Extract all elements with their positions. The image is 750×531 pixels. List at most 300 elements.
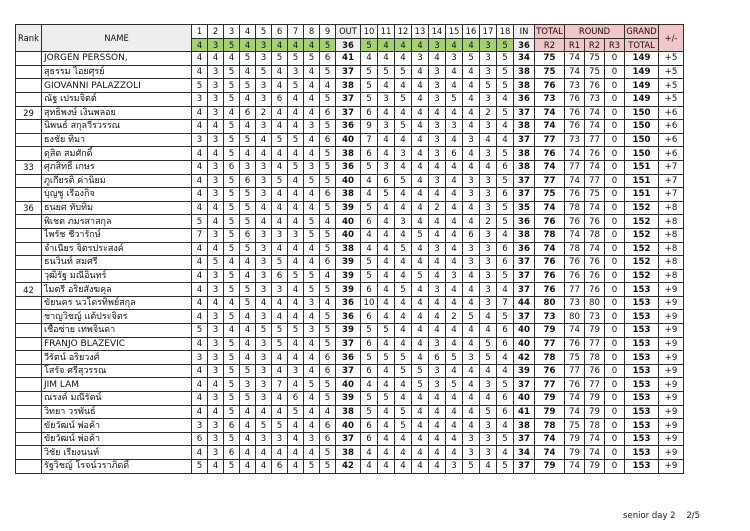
round-3-score: 0	[605, 52, 625, 66]
hole-score: 4	[256, 460, 272, 474]
hole-score: 4	[378, 419, 395, 433]
hole-score: 4	[497, 133, 514, 147]
in-score: 37	[514, 188, 535, 202]
hole-score: 6	[361, 419, 378, 433]
round-2-score: 74	[585, 120, 605, 134]
hole-score: 6	[272, 460, 288, 474]
hole-score: 4	[378, 147, 395, 161]
round-total: 74	[535, 446, 565, 460]
hole-score: 4	[378, 201, 395, 215]
hole-score: 5	[288, 160, 304, 174]
table-row	[16, 296, 684, 310]
player-name: ธนยศ ทับทิม	[42, 201, 192, 215]
hole-score: 6	[272, 269, 288, 283]
round-1-score: 80	[565, 310, 585, 324]
hole-score: 4	[395, 79, 412, 93]
hole-score: 4	[272, 147, 288, 161]
round-1-score: 79	[565, 446, 585, 460]
hole-score: 4	[240, 92, 256, 106]
hole-score: 4	[395, 310, 412, 324]
hole-score: 4	[395, 201, 412, 215]
grand-total: 153	[625, 364, 659, 378]
round-total: 76	[535, 215, 565, 229]
hole-score: 5	[224, 351, 240, 365]
round-1-score: 78	[565, 201, 585, 215]
over-under-par: +9	[659, 296, 684, 310]
table-row	[16, 460, 684, 474]
hole-score: 4	[361, 228, 378, 242]
hole-score: 5	[497, 52, 514, 66]
hole-score: 4	[208, 296, 224, 310]
hole-score: 4	[240, 460, 256, 474]
round-3-score: 0	[605, 106, 625, 120]
round-2-score: 79	[585, 392, 605, 406]
round-total: 75	[535, 65, 565, 79]
rank-cell	[16, 460, 42, 474]
hole-score: 3	[395, 147, 412, 161]
hole-number-header: 9	[320, 25, 336, 39]
hole-score: 4	[361, 460, 378, 474]
hole-score: 5	[272, 133, 288, 147]
hole-score: 3	[256, 269, 272, 283]
player-name: ไมตรี อริยสังฆคุล	[42, 283, 192, 297]
hole-score: 3	[480, 188, 497, 202]
hole-score: 3	[480, 201, 497, 215]
round-3-score: 0	[605, 378, 625, 392]
round-2-score: 80	[585, 296, 605, 310]
hole-score: 4	[446, 160, 463, 174]
hole-score: 5	[395, 242, 412, 256]
hole-score: 3	[256, 79, 272, 93]
hole-score: 5	[240, 79, 256, 93]
hole-score: 3	[480, 283, 497, 297]
in-score: 38	[514, 79, 535, 93]
round-total: 77	[535, 337, 565, 351]
round-2-score: 74	[585, 432, 605, 446]
over-under-par: +5	[659, 79, 684, 93]
in-score: 38	[514, 147, 535, 161]
round-total: 79	[535, 392, 565, 406]
round-total: 78	[535, 228, 565, 242]
hole-score: 5	[395, 405, 412, 419]
player-name: เชื้อซ่าย เทพจินดา	[42, 324, 192, 338]
over-under-par: +9	[659, 460, 684, 474]
table-row	[16, 52, 684, 66]
hole-score: 3	[378, 120, 395, 134]
hole-score: 5	[320, 378, 336, 392]
hole-score: 3	[208, 188, 224, 202]
hole-score: 4	[256, 133, 272, 147]
hole-score: 3	[463, 188, 480, 202]
out-score: 37	[336, 337, 361, 351]
round-3-score: 0	[605, 256, 625, 270]
hole-score: 6	[272, 92, 288, 106]
table-row	[16, 79, 684, 93]
hole-score: 5	[320, 65, 336, 79]
rank-cell	[16, 446, 42, 460]
hole-score: 2	[480, 106, 497, 120]
round-2-score: 74	[585, 106, 605, 120]
hole-score: 5	[224, 92, 240, 106]
out-header: OUT	[336, 25, 361, 39]
hole-score: 4	[395, 160, 412, 174]
hole-score: 5	[361, 201, 378, 215]
over-under-par: +9	[659, 337, 684, 351]
over-under-par: +9	[659, 419, 684, 433]
hole-score: 4	[412, 147, 429, 161]
hole-score: 3	[395, 215, 412, 229]
player-name: วุฒิรัฐ มณีอินทร์	[42, 269, 192, 283]
hole-score: 5	[192, 215, 208, 229]
round-3-score: 0	[605, 446, 625, 460]
hole-score: 5	[272, 337, 288, 351]
round-2-score: 73	[585, 310, 605, 324]
in-score: 37	[514, 378, 535, 392]
hole-score: 4	[497, 92, 514, 106]
hole-score: 4	[463, 337, 480, 351]
hole-score: 3	[208, 160, 224, 174]
grand-total: 153	[625, 283, 659, 297]
round-total: 74	[535, 432, 565, 446]
hole-score: 5	[224, 120, 240, 134]
round-2-score: 76	[585, 269, 605, 283]
par-value: 4	[463, 38, 480, 52]
hole-score: 5	[272, 256, 288, 270]
hole-score: 3	[288, 364, 304, 378]
hole-score: 4	[256, 215, 272, 229]
hole-score: 5	[497, 106, 514, 120]
player-name: FRANJO BLAZEVIC	[42, 337, 192, 351]
hole-score: 4	[192, 378, 208, 392]
round-total: 74	[535, 160, 565, 174]
hole-score: 4	[272, 215, 288, 229]
hole-score: 5	[361, 392, 378, 406]
hole-score: 3	[429, 147, 446, 161]
grand-total: 153	[625, 324, 659, 338]
hole-score: 3	[304, 120, 320, 134]
hole-score: 4	[192, 65, 208, 79]
hole-score: 4	[446, 283, 463, 297]
hole-score: 5	[224, 174, 240, 188]
round-total: 75	[535, 52, 565, 66]
hole-score: 5	[497, 174, 514, 188]
rank-cell	[16, 364, 42, 378]
par-value: 5	[497, 38, 514, 52]
hole-score: 5	[497, 65, 514, 79]
hole-score: 3	[208, 310, 224, 324]
hole-score: 4	[480, 324, 497, 338]
hole-score: 5	[240, 133, 256, 147]
round-1-score: 76	[565, 215, 585, 229]
grand-total-subheader: TOTAL	[625, 38, 659, 52]
round-3-score: 0	[605, 337, 625, 351]
player-name: จำเนียร จิตรประสงค์	[42, 242, 192, 256]
hole-score: 5	[361, 65, 378, 79]
hole-score: 4	[192, 296, 208, 310]
hole-score: 5	[320, 242, 336, 256]
rank-cell	[16, 147, 42, 161]
hole-score: 3	[256, 337, 272, 351]
hole-score: 6	[288, 392, 304, 406]
hole-score: 4	[272, 160, 288, 174]
hole-score: 4	[395, 460, 412, 474]
hole-score: 5	[480, 79, 497, 93]
grand-total: 152	[625, 269, 659, 283]
page-footer	[623, 511, 700, 521]
grand-total: 152	[625, 242, 659, 256]
hole-score: 5	[224, 79, 240, 93]
hole-score: 4	[446, 228, 463, 242]
grand-total: 153	[625, 446, 659, 460]
in-score: 38	[514, 419, 535, 433]
player-name: วิชัย เรียงนนท์	[42, 446, 192, 460]
in-score: 37	[514, 174, 535, 188]
hole-score: 4	[288, 283, 304, 297]
hole-number-header: 16	[463, 25, 480, 39]
in-score: 36	[514, 92, 535, 106]
in-score: 37	[514, 432, 535, 446]
round-total: 78	[535, 351, 565, 365]
hole-score: 4	[192, 405, 208, 419]
hole-score: 4	[378, 228, 395, 242]
hole-score: 5	[288, 133, 304, 147]
hole-score: 4	[497, 228, 514, 242]
hole-score: 5	[240, 392, 256, 406]
hole-score: 5	[240, 296, 256, 310]
hole-score: 4	[378, 269, 395, 283]
over-under-par: +9	[659, 310, 684, 324]
hole-score: 4	[429, 296, 446, 310]
hole-score: 5	[497, 432, 514, 446]
hole-score: 3	[480, 378, 497, 392]
hole-score: 4	[378, 310, 395, 324]
round-1-score: 74	[565, 392, 585, 406]
hole-score: 4	[288, 419, 304, 433]
hole-score: 4	[240, 432, 256, 446]
hole-score: 3	[480, 256, 497, 270]
out-score: 36	[336, 310, 361, 324]
hole-score: 4	[395, 337, 412, 351]
hole-score: 4	[304, 256, 320, 270]
hole-score: 4	[378, 79, 395, 93]
grand-total: 153	[625, 378, 659, 392]
hole-score: 4	[240, 269, 256, 283]
par-value: 5	[320, 38, 336, 52]
par-value: 4	[288, 38, 304, 52]
grand-total: 153	[625, 296, 659, 310]
hole-score: 3	[192, 92, 208, 106]
out-score: 38	[336, 147, 361, 161]
rank-cell	[16, 92, 42, 106]
round-3-score: 0	[605, 120, 625, 134]
hole-score: 3	[304, 324, 320, 338]
par-value: 4	[304, 38, 320, 52]
out-score: 38	[336, 242, 361, 256]
hole-score: 6	[224, 446, 240, 460]
hole-score: 4	[429, 269, 446, 283]
hole-score: 4	[304, 92, 320, 106]
hole-score: 4	[288, 296, 304, 310]
rank-cell	[16, 79, 42, 93]
rank-cell	[16, 378, 42, 392]
player-name: ชาญวิชญ์ แต้ประจิตร	[42, 310, 192, 324]
hole-score: 5	[256, 65, 272, 79]
rank-cell: 29	[16, 106, 42, 120]
in-score: 38	[514, 120, 535, 134]
round-3-score: 0	[605, 92, 625, 106]
hole-score: 4	[463, 392, 480, 406]
in-score: 39	[514, 364, 535, 378]
hole-score: 4	[304, 392, 320, 406]
hole-score: 3	[208, 65, 224, 79]
hole-score: 4	[361, 52, 378, 66]
player-name: ธงชัย ทิมา	[42, 133, 192, 147]
round-total: 79	[535, 324, 565, 338]
hole-score: 5	[272, 419, 288, 433]
table-row	[16, 419, 684, 433]
hole-score: 4	[429, 160, 446, 174]
hole-score: 5	[240, 52, 256, 66]
in-score: 38	[514, 228, 535, 242]
hole-score: 6	[361, 364, 378, 378]
over-under-par: +9	[659, 392, 684, 406]
hole-score: 4	[446, 174, 463, 188]
round-total: 80	[535, 296, 565, 310]
hole-score: 6	[240, 228, 256, 242]
hole-score: 5	[304, 228, 320, 242]
hole-score: 4	[272, 351, 288, 365]
hole-score: 4	[208, 120, 224, 134]
hole-score: 4	[378, 52, 395, 66]
round-total: 76	[535, 79, 565, 93]
hole-score: 4	[208, 52, 224, 66]
hole-score: 4	[272, 120, 288, 134]
hole-score: 5	[320, 324, 336, 338]
hole-score: 4	[208, 215, 224, 229]
hole-score: 4	[412, 201, 429, 215]
in-score: 37	[514, 460, 535, 474]
out-score: 39	[336, 269, 361, 283]
grand-total: 153	[625, 419, 659, 433]
hole-score: 4	[395, 324, 412, 338]
in-score: 40	[514, 324, 535, 338]
round-3-score: 0	[605, 419, 625, 433]
grand-total: 149	[625, 65, 659, 79]
table-row	[16, 310, 684, 324]
hole-score: 4	[412, 337, 429, 351]
hole-score: 5	[304, 378, 320, 392]
diff-header: +/-	[659, 25, 684, 52]
hole-score: 5	[208, 256, 224, 270]
round-total: 79	[535, 460, 565, 474]
hole-score: 4	[480, 133, 497, 147]
over-under-par: +9	[659, 432, 684, 446]
hole-number-header: 3	[224, 25, 240, 39]
round-2-score: 78	[585, 419, 605, 433]
hole-score: 3	[256, 364, 272, 378]
hole-score: 3	[256, 92, 272, 106]
round-1-score: 73	[565, 79, 585, 93]
hole-score: 6	[320, 419, 336, 433]
player-name: ดุสิต สมศักดิ์	[42, 147, 192, 161]
round-2-score: 74	[585, 242, 605, 256]
hole-score: 5	[395, 351, 412, 365]
hole-score: 4	[192, 392, 208, 406]
hole-score: 5	[446, 92, 463, 106]
player-name: ขัยวัฒน์ พ่อค้า	[42, 419, 192, 433]
over-under-par: +6	[659, 133, 684, 147]
grand-total: 151	[625, 174, 659, 188]
hole-score: 3	[412, 52, 429, 66]
round-1-score: 77	[565, 283, 585, 297]
hole-number-header: 13	[412, 25, 429, 39]
player-name: วิทยา วรพันธ์	[42, 405, 192, 419]
out-score: 37	[336, 106, 361, 120]
in-score: 38	[514, 65, 535, 79]
hole-score: 4	[378, 460, 395, 474]
hole-score: 4	[378, 283, 395, 297]
hole-score: 4	[429, 405, 446, 419]
hole-score: 3	[256, 188, 272, 202]
over-under-par: +5	[659, 65, 684, 79]
rank-cell	[16, 269, 42, 283]
hole-score: 4	[463, 106, 480, 120]
hole-score: 3	[429, 283, 446, 297]
grand-total: 152	[625, 215, 659, 229]
hole-score: 4	[272, 242, 288, 256]
hole-score: 3	[208, 446, 224, 460]
round-3-score: 0	[605, 147, 625, 161]
hole-score: 4	[412, 310, 429, 324]
hole-score: 4	[208, 378, 224, 392]
hole-score: 4	[240, 147, 256, 161]
hole-score: 6	[361, 106, 378, 120]
in-score: 42	[514, 351, 535, 365]
hole-score: 4	[429, 446, 446, 460]
hole-score: 4	[446, 65, 463, 79]
hole-score: 4	[288, 351, 304, 365]
hole-score: 4	[192, 106, 208, 120]
grand-total: 150	[625, 120, 659, 134]
round-2-score: 79	[585, 324, 605, 338]
round-total: 74	[535, 120, 565, 134]
rank-cell	[16, 133, 42, 147]
hole-score: 5	[288, 79, 304, 93]
table-row	[16, 160, 684, 174]
out-score: 38	[336, 188, 361, 202]
hole-score: 5	[497, 201, 514, 215]
round-1-score: 76	[565, 269, 585, 283]
hole-score: 3	[304, 432, 320, 446]
round-1-score: 74	[565, 174, 585, 188]
round-2-score: 76	[585, 215, 605, 229]
hole-score: 3	[429, 92, 446, 106]
in-header: IN	[514, 25, 535, 39]
hole-score: 3	[463, 432, 480, 446]
round-3-score: 0	[605, 392, 625, 406]
hole-score: 4	[240, 419, 256, 433]
hole-score: 3	[208, 432, 224, 446]
hole-score: 4	[395, 52, 412, 66]
round-1-score: 76	[565, 106, 585, 120]
hole-score: 5	[395, 120, 412, 134]
hole-score: 4	[272, 188, 288, 202]
round-2-score: 76	[585, 364, 605, 378]
hole-score: 3	[256, 256, 272, 270]
round-3-score: 0	[605, 283, 625, 297]
hole-score: 4	[378, 337, 395, 351]
out-score: 40	[336, 174, 361, 188]
